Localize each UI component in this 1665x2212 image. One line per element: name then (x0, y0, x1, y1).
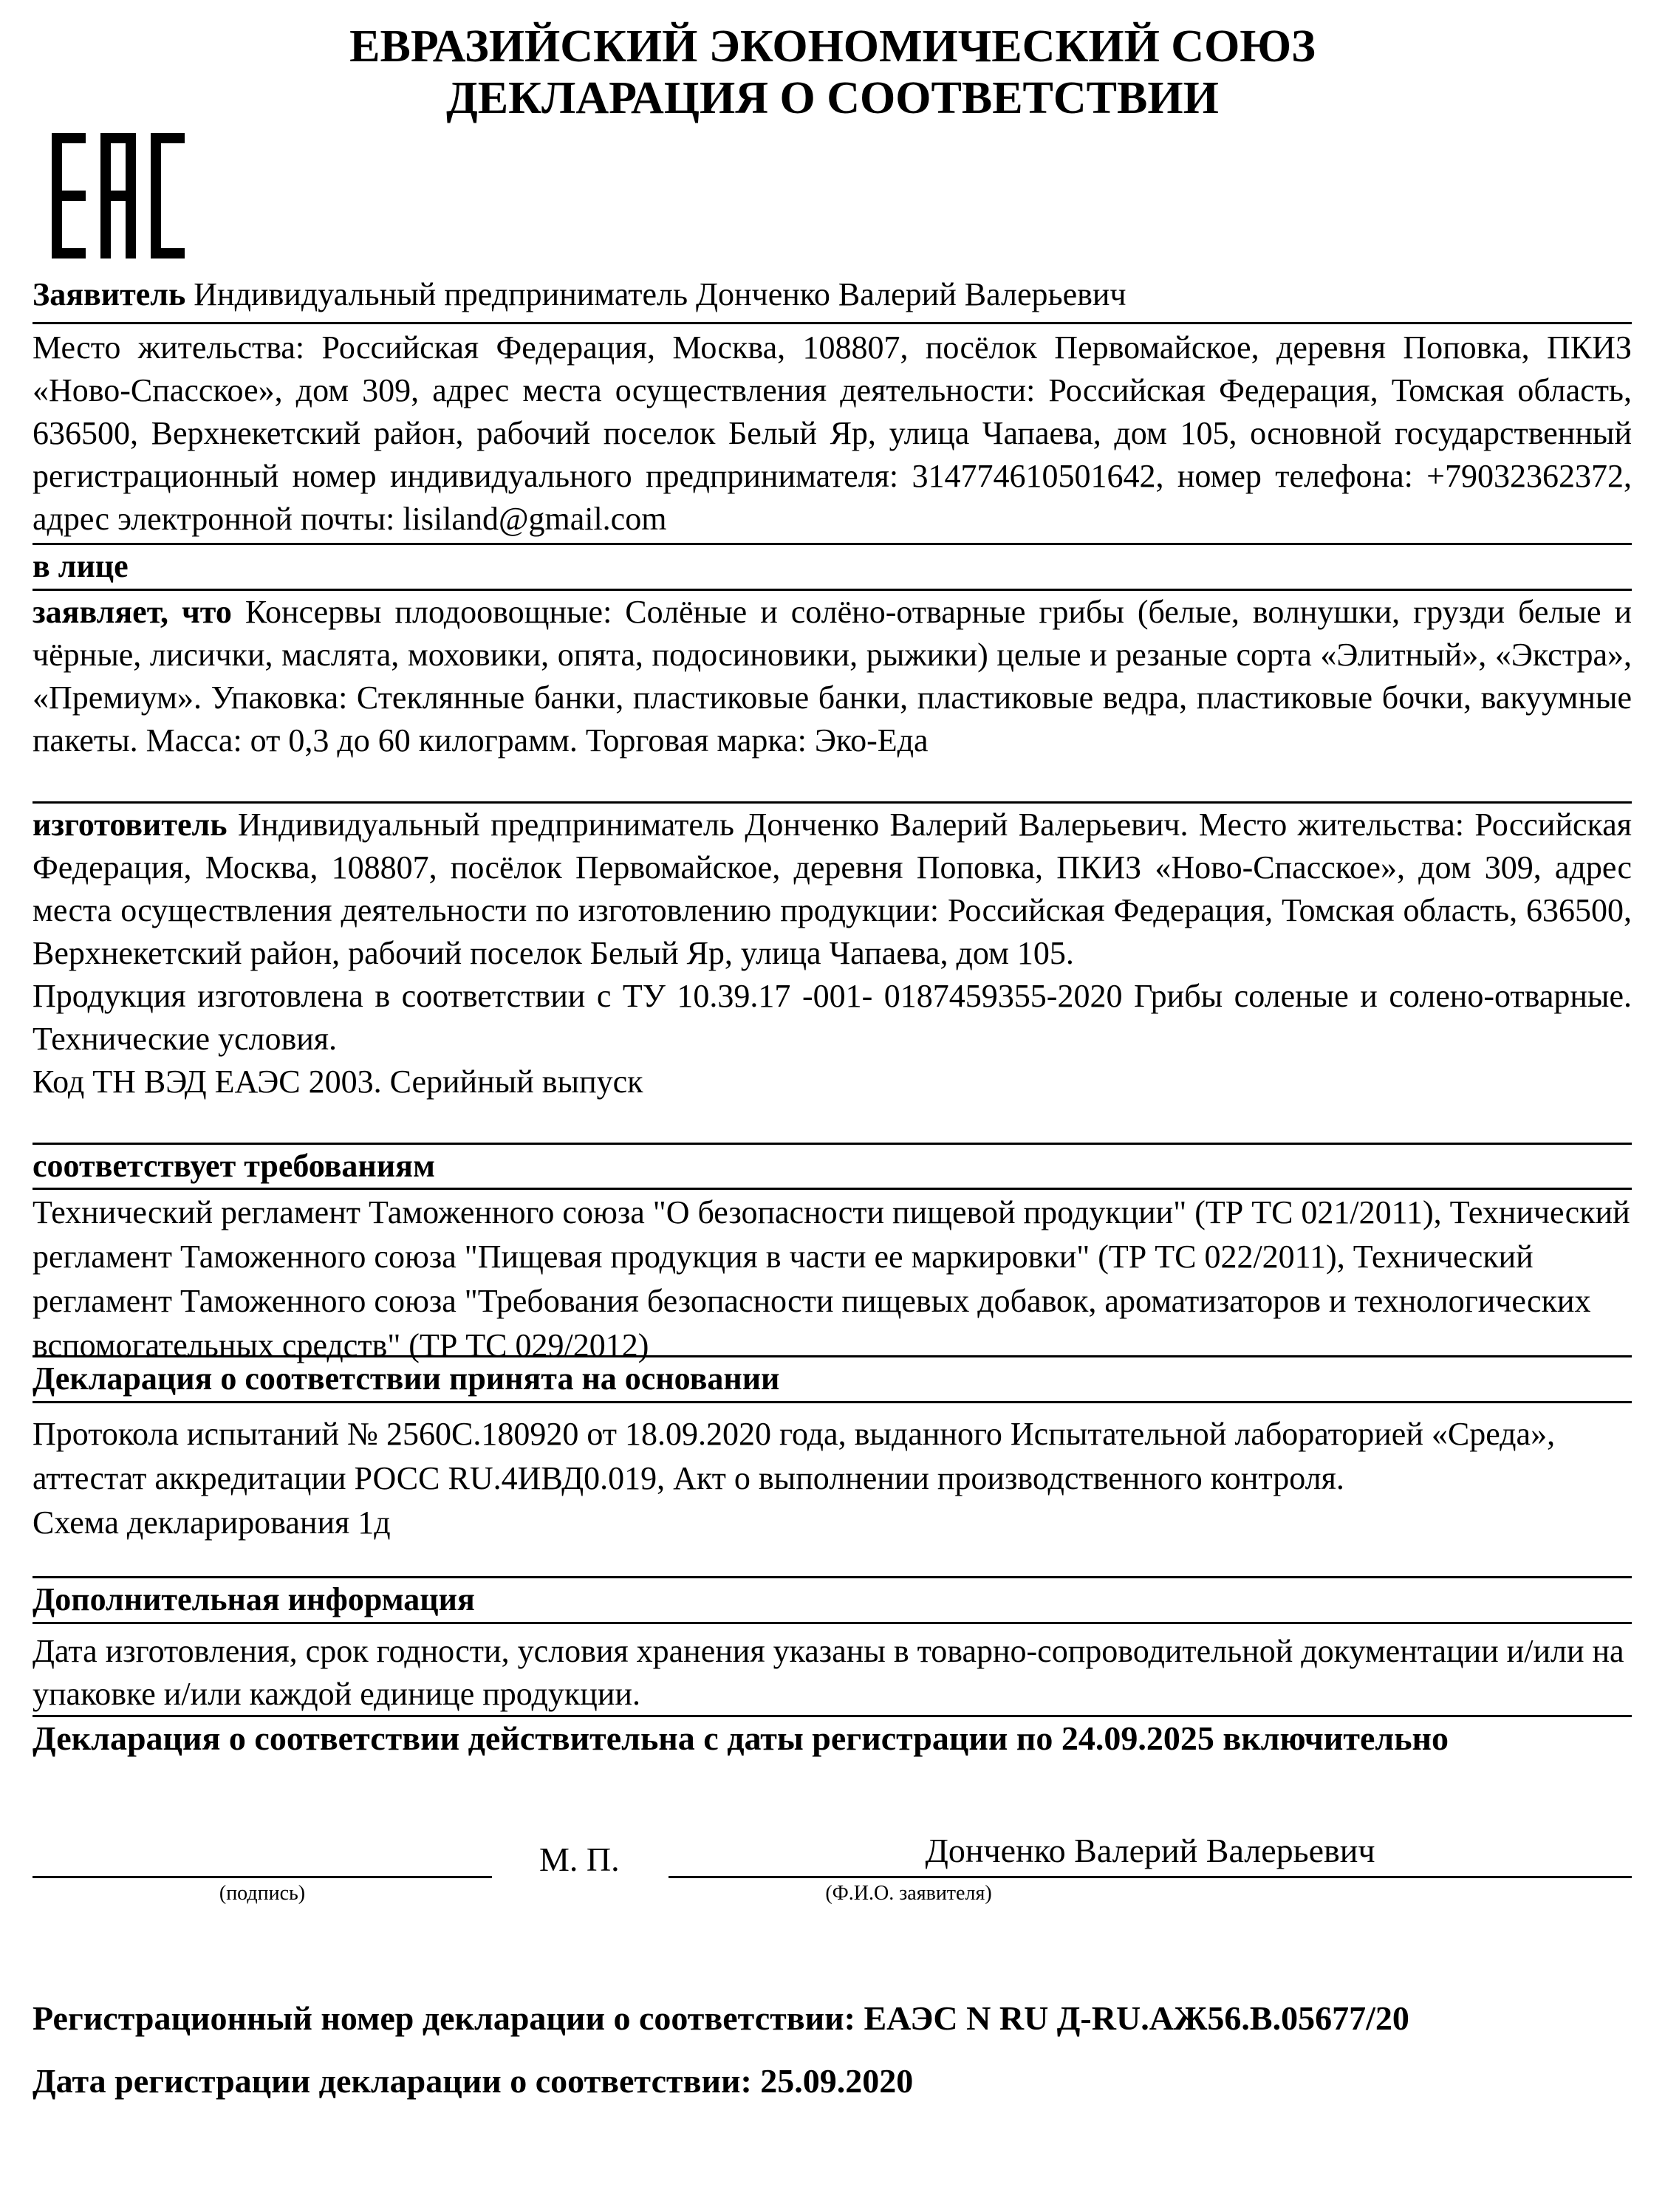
applicant-address-text: Место жительства: Российская Федерация, Москва, 108807, посёлок Первомайское, деревня Поповка, ПКИЗ «Ново-Спасское», дом 309, адрес места осуществления деятельности: Российская Федерация, Томская область, 636500, Верхнекетский район, рабочий поселок Белый Яр, улица Чапаева, дом 105, основной государственный регистрационный номер индивидуального предпринимателя: 314774610501642, номер телефона: +79032362372, адрес электронной почты: lisiland@gmail.com (33, 329, 1632, 537)
additional-label: Дополнительная информация (33, 1581, 475, 1617)
manufacturer-standard: Продукция изготовлена в соответствии с ТУ 10.39.17 -001- 0187459355-2020 Грибы соленые и солено-отварные. Технические условия. (33, 978, 1632, 1057)
eac-mark-icon (52, 133, 185, 258)
divider (33, 1401, 1632, 1403)
additional-text: Дата изготовления, срок годности, условия хранения указаны в товарно-сопроводительной документации и/или на упаковке и/или каждой единице продукции. (33, 1633, 1624, 1712)
basis-text: Протокола испытаний № 2560С.180920 от 18.09.2020 года, выданного Испытательной лабораторией «Среда», аттестат аккредитации РОСС RU.4ИВД0.019, Акт о выполнении производственного контроля. (33, 1416, 1556, 1496)
stamp-placeholder: М. П. (539, 1841, 620, 1878)
divider (33, 322, 1632, 324)
signature-line (33, 1876, 492, 1878)
declares-label: заявляет, что (33, 594, 232, 630)
declares-section (33, 591, 1632, 762)
divider (33, 1188, 1632, 1190)
conforms-text: Технический регламент Таможенного союза "О безопасности пищевой продукции" (ТР ТС 021/2011), Технический регламент Таможенного союза "Пищевая продукция в части ее маркировки" (ТР ТС 022/2011), Технический регламент Таможенного союза "Требования безопасности пищевых добавок, ароматизаторов и технологических вспомогательных средств" (ТР ТС 029/2012) (33, 1194, 1630, 1363)
applicant-line (33, 273, 1632, 316)
applicant-name: Индивидуальный предприниматель Дoнченко Валерий Валерьевич (194, 276, 1126, 312)
name-caption: (Ф.И.О. заявителя) (825, 1882, 992, 1905)
applicant-address (33, 326, 1632, 541)
manufacturer-section (33, 804, 1632, 1103)
applicant-label: Заявитель (33, 276, 186, 312)
applicant-full-name: Донченко Валерий Валерьевич (925, 1832, 1375, 1869)
registration-date: Дата регистрации декларации о соответствии: 25.09.2020 (33, 2062, 914, 2100)
validity-statement: Декларация о соответствии действительна с даты регистрации по 24.09.2025 включительно (33, 1719, 1449, 1757)
registration-number: Регистрационный номер декларации о соответствии: ЕАЭС N RU Д-RU.АЖ56.В.05677/20 (33, 1999, 1409, 2037)
declares-text: Консервы плодоовощные: Солёные и солёно-отварные грибы (белые, волнушки, грузди белые и чёрные, лисички, маслята, моховики, опята, подосиновики, рыжики) целые и резаные сорта «Элитный», «Экстра», «Премиум». Упаковка: Стеклянные банки, пластиковые банки, пластиковые ведра, пластиковые бочки, вакуумные пакеты. Масса: от 0,3 до 60 килограмм. Торговая марка: Эко-Еда (33, 594, 1632, 759)
signature-caption: (подпись) (219, 1882, 306, 1905)
basis-label: Декларация о соответствии принята на основании (33, 1360, 780, 1397)
manufacturer-code: Код ТН ВЭД ЕАЭС 2003. Серийный выпуск (33, 1064, 643, 1100)
name-line (669, 1876, 1632, 1878)
manufacturer-text: Индивидуальный предприниматель Донченко Валерий Валерьевич. Место жительства: Российская Федерация, Москва, 108807, посёлок Первомайское, деревня Поповка, ПКИЗ «Ново-Спасское», дом 309, адрес места осуществления деятельности по изготовлению продукции: Российская Федерация, Томская область, 636500, Верхнекетский район, рабочий поселок Белый Яр, улица Чапаева, дом 105. (33, 807, 1632, 971)
basis-scheme: Схема декларирования 1д (33, 1504, 391, 1541)
representative-label: в лице (33, 548, 129, 584)
document-subtitle: ДЕКЛАРАЦИЯ О СООТВЕТСТВИИ (446, 73, 1219, 123)
manufacturer-label: изготовитель (33, 807, 228, 843)
document-title: ЕВРАЗИЙСКИЙ ЭКОНОМИЧЕСКИЙ СОЮЗ (349, 21, 1316, 72)
basis-section (33, 1412, 1632, 1545)
divider (33, 1622, 1632, 1624)
conforms-label: соответствует требованиям (33, 1148, 435, 1184)
